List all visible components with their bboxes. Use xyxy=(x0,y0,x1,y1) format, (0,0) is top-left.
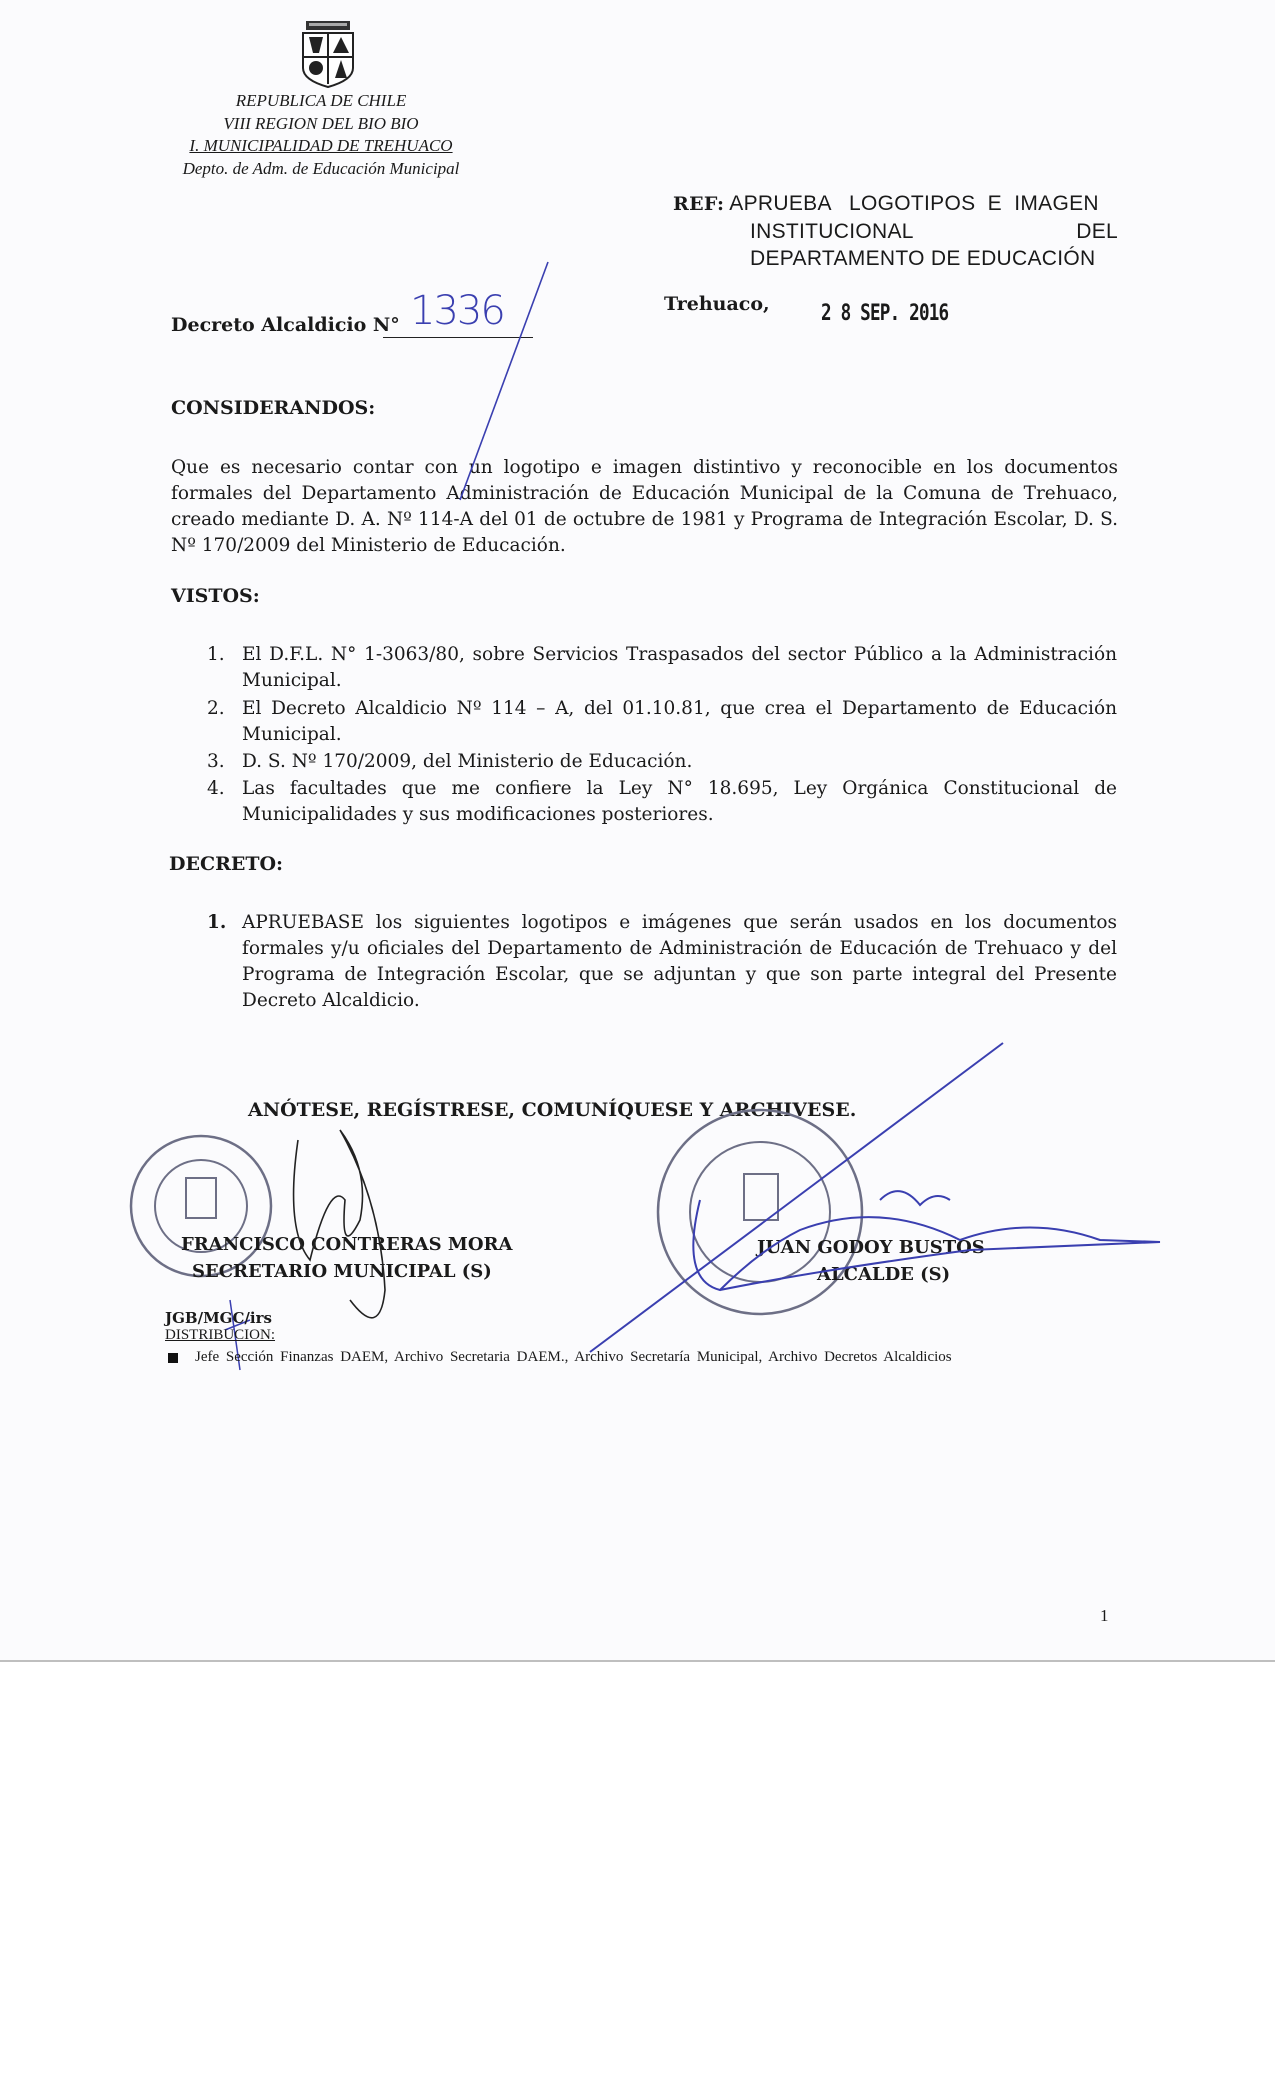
letterhead-department: Depto. de Adm. de Educación Municipal xyxy=(182,158,460,178)
letterhead-region: VIII REGION DEL BIO BIO xyxy=(223,113,419,133)
secretary-name: FRANCISCO CONTRERAS MORA xyxy=(181,1234,513,1255)
bullet-icon xyxy=(168,1353,178,1363)
letterhead-municipality: I. MUNICIPALIDAD DE TREHUACO xyxy=(189,136,453,155)
initials: JGB/MGC/irs xyxy=(165,1309,272,1327)
secretary-title: SECRETARIO MUNICIPAL (S) xyxy=(192,1261,492,1282)
decree-label: Decreto Alcaldicio N° xyxy=(171,314,400,336)
ref-label: REF: xyxy=(673,193,725,215)
considerandos-heading: CONSIDERANDOS: xyxy=(171,397,376,419)
coat-of-arms-icon xyxy=(300,20,356,88)
ref-line-1: APRUEBA LOGOTIPOS E IMAGEN xyxy=(729,192,1099,215)
ref-line-3: DEPARTAMENTO DE EDUCACIÓN xyxy=(750,247,1096,270)
decree-number: 1336 xyxy=(410,288,504,334)
reference-block xyxy=(673,190,1123,272)
page-number: 1 xyxy=(1100,1606,1109,1625)
mayor-name: JUAN GODOY BUSTOS xyxy=(757,1237,985,1258)
vistos-item: 1. El D.F.L. N° 1-3063/80, sobre Servicios Traspasados del sector Público a la Administración Municipal. xyxy=(207,644,1117,691)
letterhead-country: REPUBLICA DE CHILE xyxy=(235,91,407,110)
considerandos-text: Que es necesario contar con un logotipo e imagen distintivo y reconocible en los documentos formales del Departamento Administración de Educación Municipal de la Comuna de Trehuaco, creado mediante D. A. Nº 114-A del 01 de octubre de 1981 y Programa de Integración Escolar, D. S. Nº 170/2009 del Ministerio de Educación. xyxy=(171,457,1118,556)
place: Trehuaco, xyxy=(664,293,770,315)
letterhead xyxy=(141,90,501,180)
decree-number-line xyxy=(383,337,533,338)
decreto-heading: DECRETO: xyxy=(169,853,284,875)
distribution-heading: DISTRIBUCION: xyxy=(165,1327,276,1343)
vistos-item: 4. Las facultades que me confiere la Ley N° 18.695, Ley Orgánica Constitucional de Municipalidades y sus modificaciones posteriores. xyxy=(207,778,1117,825)
vistos-item: 2. El Decreto Alcaldicio Nº 114 – A, del 01.10.81, que crea el Departamento de Educación Municipal. xyxy=(207,698,1117,745)
mayor-title: ALCALDE (S) xyxy=(817,1264,951,1285)
closing-formula: ANÓTESE, REGÍSTRESE, COMUNÍQUESE Y ARCHIVESE. xyxy=(248,1099,857,1121)
distribution-list: Jefe Sección Finanzas DAEM, Archivo Secretaria DAEM., Archivo Secretaría Municipal, Archivo Decretos Alcaldicios xyxy=(195,1349,952,1365)
date-stamp: 2 8 SEP. 2016 xyxy=(821,301,949,326)
ref-line-2: INSTITUCIONAL xyxy=(750,220,914,243)
ref-line-2-end: DEL xyxy=(1076,220,1118,243)
decreto-item: 1. APRUEBASE los siguientes logotipos e imágenes que serán usados en los documentos formales y/u oficiales del Departamento de Administración de Educación de Trehuaco y del Programa de Integración Escolar, que se adjuntan y que son parte integral del Presente Decreto Alcaldicio. xyxy=(207,912,1117,1011)
vistos-item: 3. D. S. Nº 170/2009, del Ministerio de Educación. xyxy=(207,751,693,772)
vistos-heading: VISTOS: xyxy=(171,585,260,607)
